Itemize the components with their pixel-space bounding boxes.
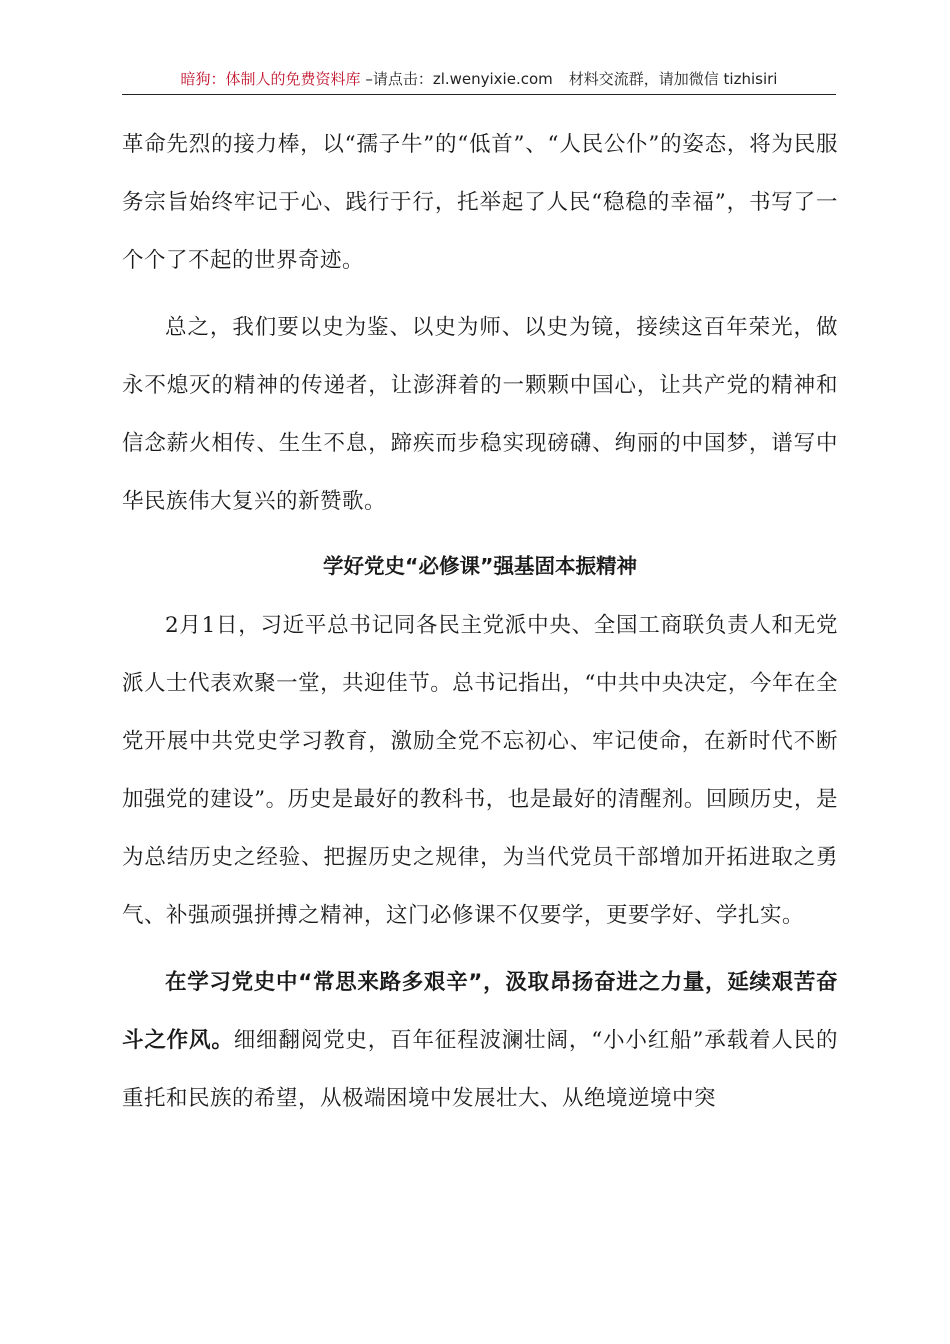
header-brand: 暗狗：体制人的免费资料库 [180, 70, 361, 88]
page-header [122, 66, 836, 95]
document-body [122, 116, 838, 1128]
paragraph-4 [122, 954, 838, 1128]
section-title: 学好党史“必修课”强基固本振精神 [323, 554, 637, 578]
header-site-link[interactable]: zl.wenyixie.com [432, 70, 553, 88]
paragraph-4-bold-lead: 在学习党史中“常思来路多艰辛”，汲取昂扬奋进之力量，延续艰苦奋斗之作风。 [122, 970, 838, 1053]
paragraph-3: 2月1日，习近平总书记同各民主党派中央、全国工商联负责人和无党派人士代表欢聚一堂，共迎佳节。总书记指出，“中共中央决定，今年在全党开展中共党史学习教育，激励全党不忘初心、牢记使命，在新时代不断加强党的建设”。历史是最好的教科书，也是最好的清醒剂。回顾历史，是为总结历史之经验、把握历史之规律，为当代党员干部增加开拓进取之勇气、补强顽强拼搏之精神，这门必修课不仅要学，更要学好、学扎实。 [122, 613, 838, 928]
paragraph-2: 总之，我们要以史为鉴、以史为师、以史为镜，接续这百年荣光，做永不熄灭的精神的传递者，让澎湃着的一颗颗中国心，让共产党的精神和信念薪火相传、生生不息，蹄疾而步稳实现磅礴、绚丽的中国梦，谱写中华民族伟大复兴的新赞歌。 [122, 315, 838, 514]
paragraph-4-text: 细细翻阅党史，百年征程波澜壮阔，“小小红船”承载着人民的重托和民族的希望，从极端困境中发展壮大、从绝境逆境中突 [122, 1028, 838, 1111]
header-click-prefix: –请点击： [360, 70, 433, 88]
paragraph-1: 革命先烈的接力棒，以“孺子牛”的“低首”、“人民公仆”的姿态，将为民服务宗旨始终牢记于心、践行于行，托举起了人民“稳稳的幸福”，书写了一个个了不起的世界奇迹。 [122, 132, 838, 273]
header-group-info: 材料交流群，请加微信 tizhisiri [568, 70, 778, 88]
